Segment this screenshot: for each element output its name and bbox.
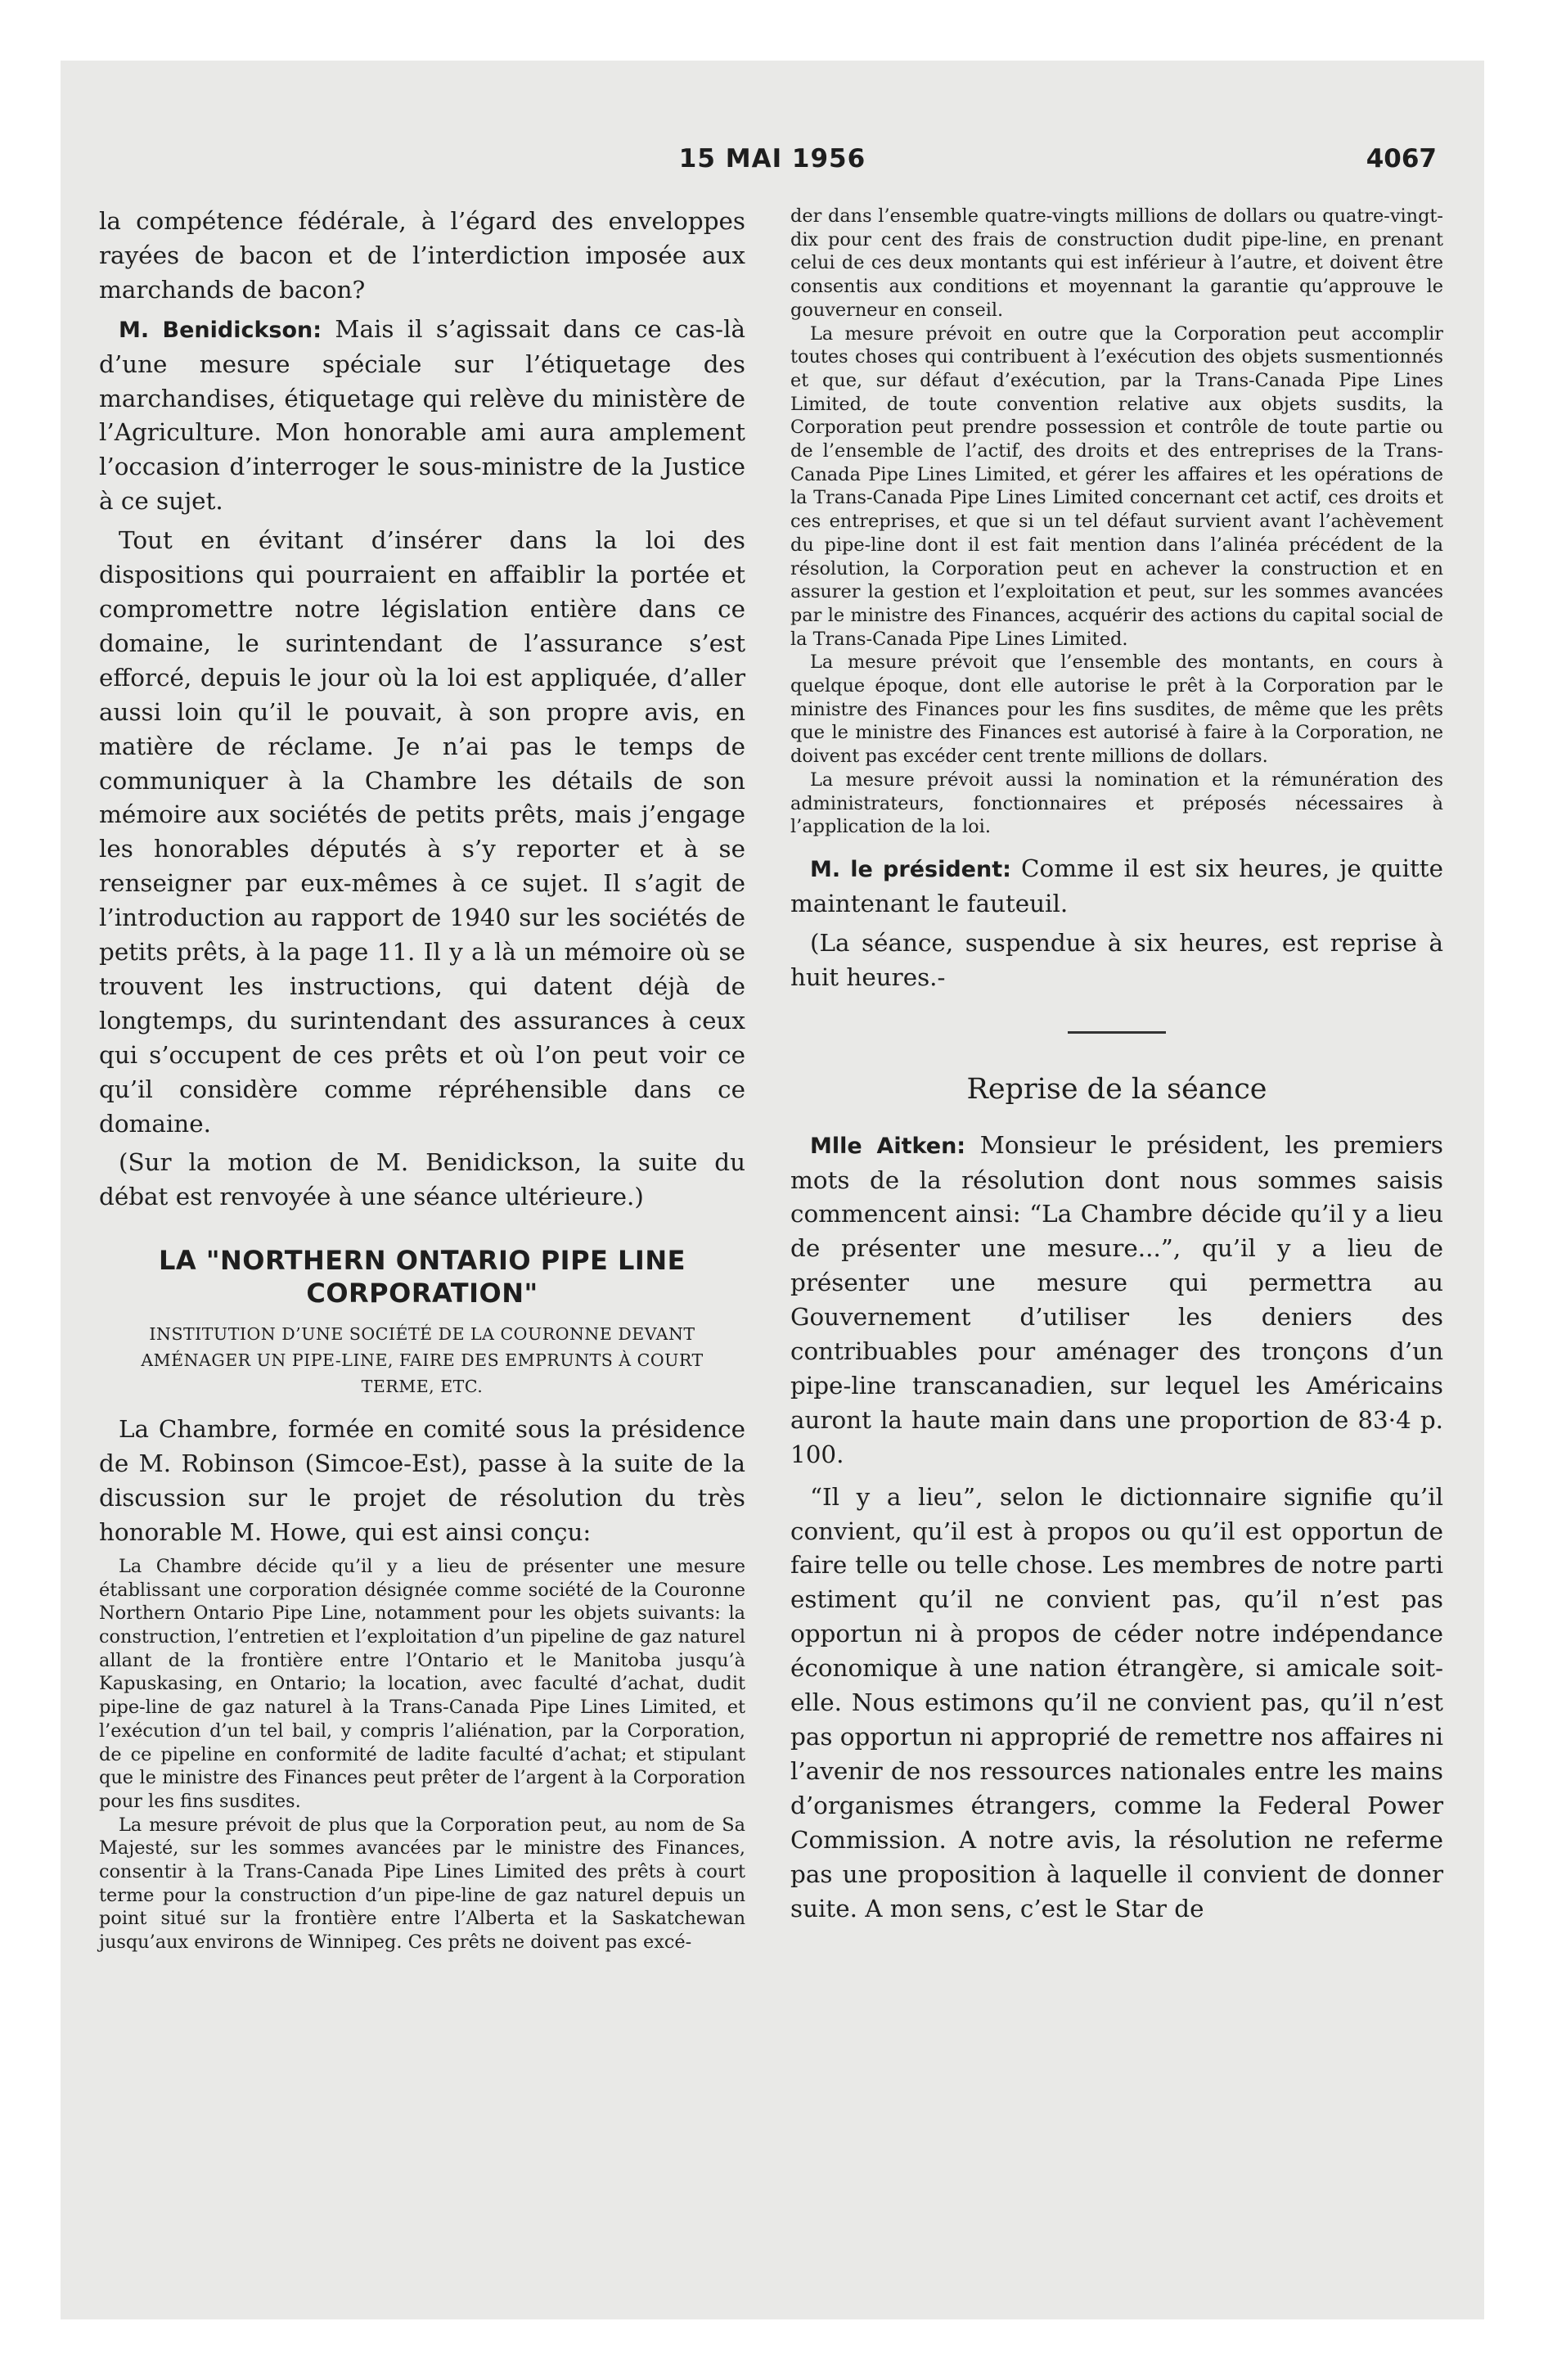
paragraph: (Sur la motion de M. Benidickson, la suite du débat est renvoyée à une séance ultérieure.) [99, 1148, 745, 1211]
right-column [790, 205, 1443, 1926]
paragraph: (La séance, suspendue à six heures, est reprise à huit heures.- [790, 928, 1443, 991]
header-page-number: 4067 [1366, 144, 1437, 174]
resolution-text: der dans l’ensemble quatre-vingts millions de dollars ou quatre-vingt-dix pour cent des frais de construction dudit pipe-line, en prenant celui de ces deux montants qui est inférieur à l’autre, et doivent être consentis aux conditions et moyennant la garantie qu’approuve le gouverneur en conseil. [790, 205, 1443, 321]
resolution-text: La Chambre décide qu’il y a lieu de présenter une mesure établissant une corporation désignée comme société de la Couronne Northern Ontario Pipe Line, notamment pour les objets suivants: la construction, l’entretien et l’exploitation d’un pipeline de gaz naturel allant de la frontière entre l’Ontario et le Manitoba jusqu’à Kapuskasing, en Ontario; la location, avec faculté d’achat, dudit pipe-line de gaz naturel à la Trans-Canada Pipe Lines Limited, et l’exécution d’un tel bail, y compris l’aliénation, par la Corporation, de ce pipeline en conformité de ladite faculté d’achat; et stipulant que le ministre des Finances peut prêter de l’argent à la Corporation pour les fins susdites. [99, 1555, 745, 1812]
page-scan [61, 61, 1484, 2319]
paragraph: La Chambre, formée en comité sous la présidence de M. Robinson (Simcoe-Est), passe à la suite de la discussion sur le projet de résolution du très honorable M. Howe, qui est ainsi conçu: [99, 1415, 745, 1546]
speaker-name: M. Benidickson: [119, 317, 322, 343]
paragraph [790, 1129, 1443, 1472]
section-subtitle: INSTITUTION D’UNE SOCIÉTÉ DE LA COURONNE DEVANT AMÉNAGER UN PIPE-LINE, FAIRE DES EMPRUNTS À COURT TERME, ETC. [141, 1324, 704, 1397]
speaker-name: M. le président: [810, 856, 1011, 882]
resolution-text: La mesure prévoit que l’ensemble des montants, en cours à quelque époque, dont elle autorise le prêt à la Corporation par le ministre des Finances pour les fins susdites, de même que les prêts que le ministre des Finances est autorisé à faire à la Corporation, ne doivent pas excéder cent trente millions de dollars. [790, 651, 1443, 768]
resolution-text: La mesure prévoit en outre que la Corporation peut accomplir toutes choses qui contribuent à l’exécution des objets susmentionnés et que, sur défaut d’exécution, par la Trans-Canada Pipe Lines Limited, de toute convention relative aux objets susdits, la Corporation peut prendre possession et contrôle de toute partie ou de l’ensemble de l’actif, des droits et des entreprises de la Trans-Canada Pipe Lines Limited, et gérer les affaires et les opérations de la Trans-Canada Pipe Lines Limited concernant cet actif, ces droits et ces entreprises, et que si un tel défaut survient avant l’achèvement du pipe-line dont il est fait mention dans l’alinéa précédent de la résolution, la Corporation peut en achever la construction et en assurer la gestion et l’exploitation et peut, sur les sommes avancées par le ministre des Finances, acquérir des actions du capital social de la Trans-Canada Pipe Lines Limited. [790, 322, 1443, 650]
paragraph: Tout en évitant d’insérer dans la loi des dispositions qui pourraient en affaiblir la portée et compromettre notre législation entière dans ce domaine, le surintendant de l’assurance s’est efforcé, depuis le jour où la loi est appliquée, d’aller aussi loin qu’il le pouvait, à son propre avis, en matière de réclame. Je n’ai pas le temps de communiquer à la Chambre les détails de son mémoire aux sociétés de petits prêts, mais j’engage les honorables députés à s’y reporter et à se renseigner par eux-mêmes à ce sujet. Il s’agit de l’introduction au rapport de 1940 sur les sociétés de petits prêts, à la page 11. Il y a là un mémoire où se trouvent les instructions, qui datent déjà de longtemps, du surintendant des assurances à ceux qui s’occupent de ces prêts et où l’on peut voir ce qu’il considère comme répréhensible dans ce domaine. [99, 526, 745, 1138]
speech-text: Comme il est six heures, je quitte maintenant le fauteuil. [790, 854, 1444, 917]
section-title: LA "NORTHERN ONTARIO PIPE LINE CORPORATION" [159, 1245, 686, 1309]
paragraph: la compétence fédérale, à l’égard des enveloppes rayées de bacon et de l’interdiction imposée aux marchands de bacon? [99, 207, 745, 304]
divider-rule [1068, 1031, 1166, 1034]
speaker-name: Mlle Aitken: [810, 1133, 966, 1159]
left-column [99, 205, 745, 1954]
header-date: 15 MAI 1956 [678, 144, 866, 174]
page-header [61, 144, 1484, 193]
paragraph: “Il y a lieu”, selon le dictionnaire signifie qu’il convient, qu’il est à propos ou qu’il est opportun de faire telle ou telle chose. Les membres de notre parti estiment qu’il ne convient pas, qu’il n’est pas opportun ni à propos de céder notre indépendance économique à une nation étrangère, si amicale soit-elle. Nous estimons qu’il ne convient pas, qu’il n’est pas opportun ni approprié de remettre nos affaires ni l’avenir de nos ressources nationales entre les mains d’organismes étrangers, comme la Federal Power Commission. A notre avis, la résolution ne referme pas une proposition à laquelle il convient de donner suite. A mon sens, c’est le Star de [790, 1482, 1443, 1922]
resolution-text: La mesure prévoit de plus que la Corporation peut, au nom de Sa Majesté, sur les sommes avancées par le ministre des Finances, consentir à la Trans-Canada Pipe Lines Limited des prêts à court terme pour la construction d’un pipe-line de gaz naturel depuis un point situé sur la frontière entre l’Alberta et la Saskatchewan jusqu’aux environs de Winnipeg. Ces prêts ne doivent pas excé- [99, 1814, 745, 1954]
paragraph [99, 313, 745, 519]
paragraph [790, 852, 1443, 922]
resolution-text: La mesure prévoit aussi la nomination et la rémunération des administrateurs, fonctionnaires et préposés nécessaires à l’application de la loi. [790, 769, 1443, 838]
section-heading: Reprise de la séance [966, 1072, 1267, 1106]
speech-text: Monsieur le président, les premiers mots de la résolution dont nous sommes saisis commencent ainsi: “La Chambre décide qu’il y a lieu de présenter une mesure...”, qu’il y a lieu de présenter une mesure qui permettra au Gouvernement d’utiliser les deniers des contribuables pour aménager des tronçons d’un pipe-line transcanadien, sur lequel les Américains auront la haute main dans une proportion de 83·4 p. 100. [790, 1130, 1443, 1468]
speech-text: Mais il s’agissait dans ce cas-là d’une mesure spéciale sur l’étiquetage des marchandises, étiquetage qui relève du ministère de l’Agriculture. Mon honorable ami aura amplement l’occasion d’interroger le sous-ministre de la Justice à ce sujet. [99, 314, 745, 516]
